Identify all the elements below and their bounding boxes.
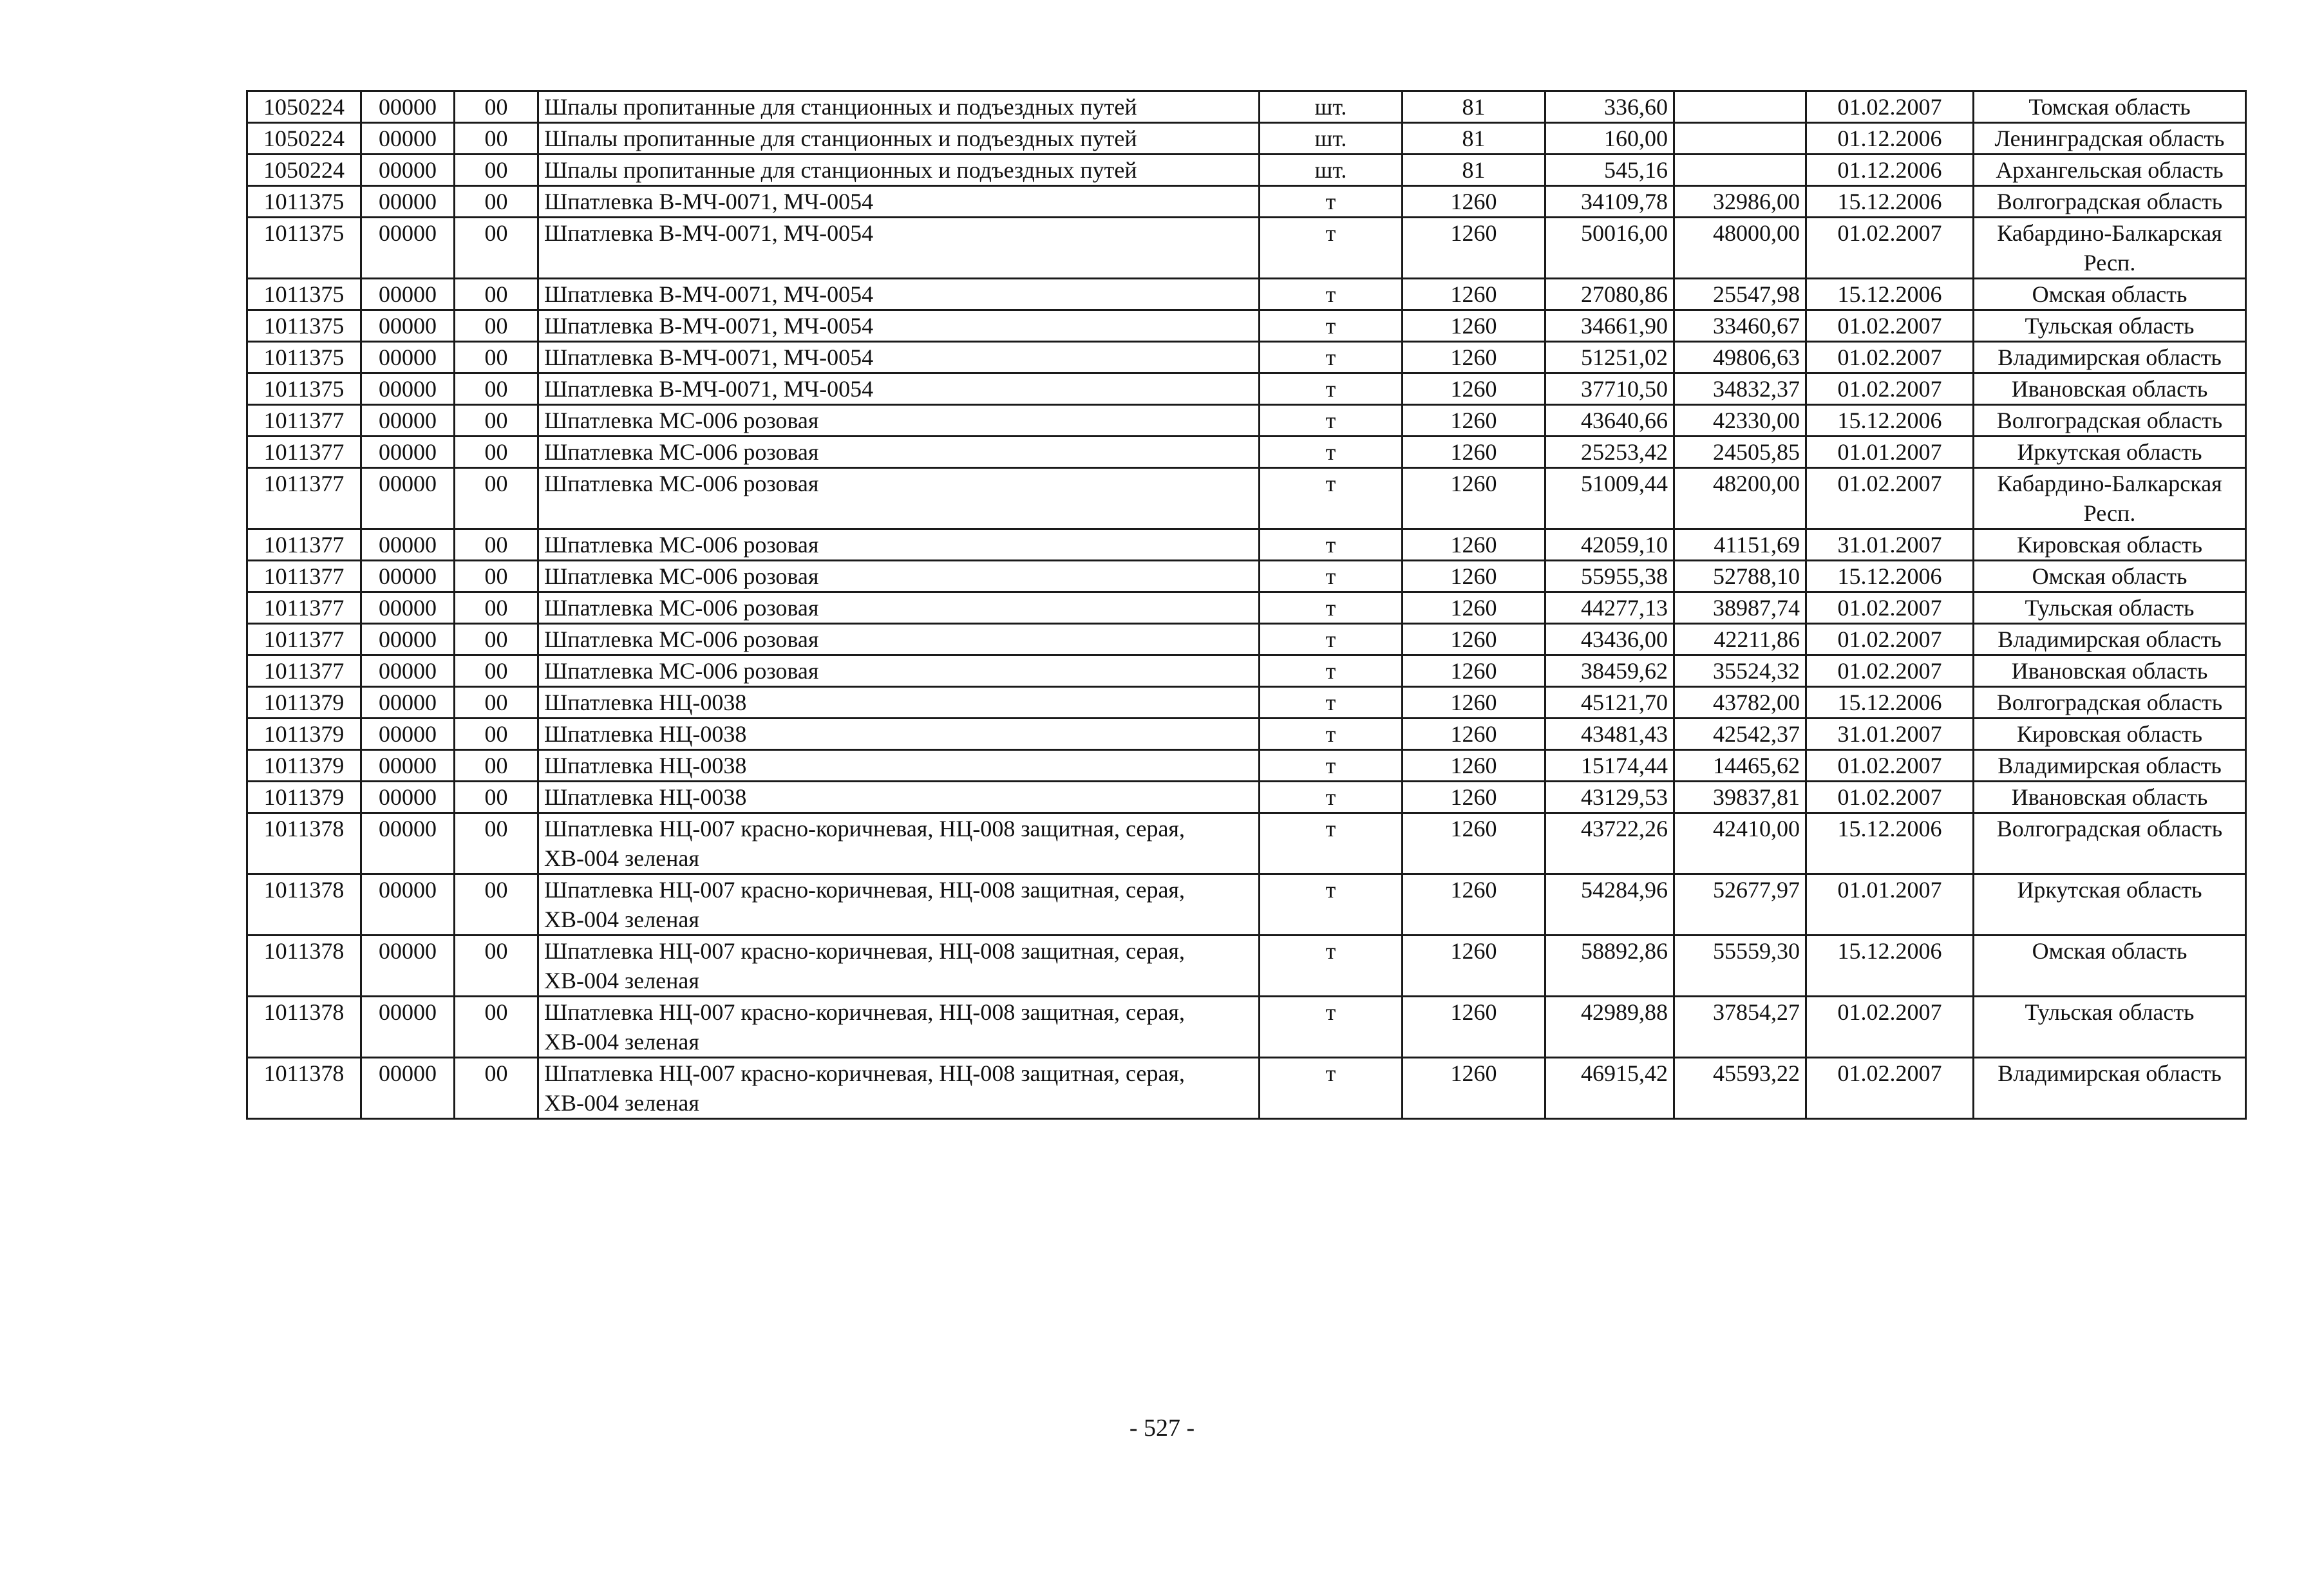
- table-row: [247, 468, 2246, 529]
- date-cell: 01.02.2007: [1806, 1058, 1974, 1119]
- price-cell: 43436,00: [1545, 624, 1674, 655]
- region-cell: Тульская область: [1974, 310, 2246, 342]
- product-name-cell: Шпатлевка МС-006 розовая: [538, 468, 1260, 529]
- product-code-cell: 1011375: [247, 310, 361, 342]
- subcode-cell: 00000: [361, 218, 455, 279]
- region-cell: Архангельская область: [1974, 155, 2246, 186]
- price-cell: 38459,62: [1545, 655, 1674, 687]
- norm-cell: 1260: [1403, 405, 1545, 437]
- product-code-cell: 1011375: [247, 186, 361, 218]
- product-name-cell: Шпатлевка МС-006 розовая: [538, 561, 1260, 592]
- table-row: [247, 936, 2246, 997]
- price-excl-cell: 42410,00: [1674, 813, 1806, 874]
- price-excl-cell: [1674, 123, 1806, 155]
- product-name-cell: Шпатлевка НЦ-007 красно-коричневая, НЦ-008 защитная, серая, ХВ-004 зеленая: [538, 936, 1260, 997]
- product-name-cell: Шпатлевка НЦ-0038: [538, 687, 1260, 719]
- table-body: [247, 91, 2246, 1119]
- norm-cell: 1260: [1403, 936, 1545, 997]
- subcode-cell: 00000: [361, 750, 455, 782]
- variant-code-cell: 00: [455, 1058, 538, 1119]
- product-name-cell: Шпатлевка НЦ-007 красно-коричневая, НЦ-008 защитная, серая, ХВ-004 зеленая: [538, 1058, 1260, 1119]
- table-row: [247, 186, 2246, 218]
- product-name-cell: Шпалы пропитанные для станционных и подъездных путей: [538, 123, 1260, 155]
- product-name-cell: Шпатлевка НЦ-007 красно-коричневая, НЦ-008 защитная, серая, ХВ-004 зеленая: [538, 813, 1260, 874]
- date-cell: 15.12.2006: [1806, 279, 1974, 310]
- table-row: [247, 874, 2246, 936]
- table-row: [247, 592, 2246, 624]
- price-cell: 25253,42: [1545, 437, 1674, 468]
- region-cell: Волгоградская область: [1974, 687, 2246, 719]
- subcode-cell: 00000: [361, 310, 455, 342]
- table-row: [247, 437, 2246, 468]
- unit-cell: т: [1260, 1058, 1403, 1119]
- product-name-cell: Шпатлевка НЦ-007 красно-коричневая, НЦ-008 защитная, серая, ХВ-004 зеленая: [538, 874, 1260, 936]
- product-code-cell: 1011377: [247, 624, 361, 655]
- norm-cell: 1260: [1403, 624, 1545, 655]
- norm-cell: 1260: [1403, 373, 1545, 405]
- price-cell: 55955,38: [1545, 561, 1674, 592]
- unit-cell: т: [1260, 529, 1403, 561]
- product-name-cell: Шпалы пропитанные для станционных и подъездных путей: [538, 91, 1260, 123]
- table-row: [247, 782, 2246, 813]
- table-row: [247, 1058, 2246, 1119]
- unit-cell: т: [1260, 561, 1403, 592]
- variant-code-cell: 00: [455, 719, 538, 750]
- date-cell: 01.02.2007: [1806, 624, 1974, 655]
- date-cell: 01.12.2006: [1806, 155, 1974, 186]
- region-cell: Владимирская область: [1974, 624, 2246, 655]
- date-cell: 15.12.2006: [1806, 186, 1974, 218]
- table-row: [247, 405, 2246, 437]
- norm-cell: 1260: [1403, 310, 1545, 342]
- subcode-cell: 00000: [361, 655, 455, 687]
- table-row: [247, 91, 2246, 123]
- table-row: [247, 655, 2246, 687]
- price-excl-cell: 48000,00: [1674, 218, 1806, 279]
- unit-cell: т: [1260, 997, 1403, 1058]
- product-code-cell: 1011377: [247, 529, 361, 561]
- unit-cell: т: [1260, 719, 1403, 750]
- variant-code-cell: 00: [455, 155, 538, 186]
- region-cell: Тульская область: [1974, 997, 2246, 1058]
- price-cell: 15174,44: [1545, 750, 1674, 782]
- product-code-cell: 1011377: [247, 655, 361, 687]
- unit-cell: т: [1260, 813, 1403, 874]
- subcode-cell: 00000: [361, 342, 455, 373]
- table-row: [247, 813, 2246, 874]
- date-cell: 01.02.2007: [1806, 997, 1974, 1058]
- table-row: [247, 561, 2246, 592]
- subcode-cell: 00000: [361, 91, 455, 123]
- price-cell: 51009,44: [1545, 468, 1674, 529]
- unit-cell: шт.: [1260, 155, 1403, 186]
- table-row: [247, 310, 2246, 342]
- subcode-cell: 00000: [361, 624, 455, 655]
- product-name-cell: Шпатлевка МС-006 розовая: [538, 405, 1260, 437]
- product-name-cell: Шпатлевка В-МЧ-0071, МЧ-0054: [538, 342, 1260, 373]
- region-cell: Тульская область: [1974, 592, 2246, 624]
- region-cell: Иркутская область: [1974, 874, 2246, 936]
- unit-cell: т: [1260, 468, 1403, 529]
- price-excl-cell: 52788,10: [1674, 561, 1806, 592]
- price-cell: 44277,13: [1545, 592, 1674, 624]
- unit-cell: т: [1260, 279, 1403, 310]
- price-cell: 160,00: [1545, 123, 1674, 155]
- date-cell: 15.12.2006: [1806, 936, 1974, 997]
- variant-code-cell: 00: [455, 405, 538, 437]
- subcode-cell: 00000: [361, 687, 455, 719]
- variant-code-cell: 00: [455, 373, 538, 405]
- unit-cell: т: [1260, 186, 1403, 218]
- product-name-cell: Шпалы пропитанные для станционных и подъездных путей: [538, 155, 1260, 186]
- region-cell: Омская область: [1974, 561, 2246, 592]
- price-cell: 43129,53: [1545, 782, 1674, 813]
- unit-cell: т: [1260, 405, 1403, 437]
- region-cell: Владимирская область: [1974, 342, 2246, 373]
- price-cell: 43640,66: [1545, 405, 1674, 437]
- product-code-cell: 1011377: [247, 561, 361, 592]
- norm-cell: 1260: [1403, 592, 1545, 624]
- product-code-cell: 1011377: [247, 592, 361, 624]
- date-cell: 15.12.2006: [1806, 813, 1974, 874]
- date-cell: 01.02.2007: [1806, 91, 1974, 123]
- table-row: [247, 529, 2246, 561]
- region-cell: Волгоградская область: [1974, 186, 2246, 218]
- document-page: [246, 90, 2245, 1120]
- subcode-cell: 00000: [361, 782, 455, 813]
- price-excl-cell: [1674, 91, 1806, 123]
- norm-cell: 1260: [1403, 874, 1545, 936]
- table-row: [247, 342, 2246, 373]
- variant-code-cell: 00: [455, 592, 538, 624]
- date-cell: 01.01.2007: [1806, 874, 1974, 936]
- variant-code-cell: 00: [455, 91, 538, 123]
- norm-cell: 1260: [1403, 437, 1545, 468]
- product-name-cell: Шпатлевка МС-006 розовая: [538, 437, 1260, 468]
- price-excl-cell: [1674, 155, 1806, 186]
- region-cell: Кировская область: [1974, 719, 2246, 750]
- price-excl-cell: 42211,86: [1674, 624, 1806, 655]
- price-excl-cell: 35524,32: [1674, 655, 1806, 687]
- variant-code-cell: 00: [455, 750, 538, 782]
- variant-code-cell: 00: [455, 561, 538, 592]
- product-name-cell: Шпатлевка В-МЧ-0071, МЧ-0054: [538, 310, 1260, 342]
- date-cell: 01.02.2007: [1806, 373, 1974, 405]
- region-cell: Ивановская область: [1974, 655, 2246, 687]
- norm-cell: 1260: [1403, 218, 1545, 279]
- product-name-cell: Шпатлевка МС-006 розовая: [538, 624, 1260, 655]
- subcode-cell: 00000: [361, 592, 455, 624]
- norm-cell: 1260: [1403, 342, 1545, 373]
- norm-cell: 1260: [1403, 997, 1545, 1058]
- table-row: [247, 997, 2246, 1058]
- price-cell: 43722,26: [1545, 813, 1674, 874]
- product-name-cell: Шпатлевка МС-006 розовая: [538, 655, 1260, 687]
- date-cell: 15.12.2006: [1806, 405, 1974, 437]
- price-cell: 27080,86: [1545, 279, 1674, 310]
- variant-code-cell: 00: [455, 186, 538, 218]
- unit-cell: т: [1260, 874, 1403, 936]
- product-name-cell: Шпатлевка В-МЧ-0071, МЧ-0054: [538, 186, 1260, 218]
- variant-code-cell: 00: [455, 655, 538, 687]
- price-cell: 50016,00: [1545, 218, 1674, 279]
- subcode-cell: 00000: [361, 437, 455, 468]
- norm-cell: 81: [1403, 91, 1545, 123]
- region-cell: Омская область: [1974, 936, 2246, 997]
- subcode-cell: 00000: [361, 468, 455, 529]
- product-code-cell: 1011378: [247, 813, 361, 874]
- variant-code-cell: 00: [455, 529, 538, 561]
- variant-code-cell: 00: [455, 218, 538, 279]
- variant-code-cell: 00: [455, 936, 538, 997]
- product-name-cell: Шпатлевка В-МЧ-0071, МЧ-0054: [538, 279, 1260, 310]
- product-code-cell: 1011375: [247, 279, 361, 310]
- price-cell: 45121,70: [1545, 687, 1674, 719]
- date-cell: 15.12.2006: [1806, 561, 1974, 592]
- price-excl-cell: 39837,81: [1674, 782, 1806, 813]
- price-cell: 54284,96: [1545, 874, 1674, 936]
- product-code-cell: 1011375: [247, 342, 361, 373]
- subcode-cell: 00000: [361, 997, 455, 1058]
- product-name-cell: Шпатлевка В-МЧ-0071, МЧ-0054: [538, 218, 1260, 279]
- unit-cell: шт.: [1260, 91, 1403, 123]
- region-cell: Ивановская область: [1974, 782, 2246, 813]
- variant-code-cell: 00: [455, 813, 538, 874]
- table-row: [247, 719, 2246, 750]
- table-row: [247, 218, 2246, 279]
- variant-code-cell: 00: [455, 437, 538, 468]
- variant-code-cell: 00: [455, 624, 538, 655]
- product-code-cell: 1011378: [247, 997, 361, 1058]
- price-excl-cell: 43782,00: [1674, 687, 1806, 719]
- subcode-cell: 00000: [361, 155, 455, 186]
- price-cell: 42059,10: [1545, 529, 1674, 561]
- table-row: [247, 123, 2246, 155]
- price-excl-cell: 38987,74: [1674, 592, 1806, 624]
- norm-cell: 81: [1403, 155, 1545, 186]
- price-cell: 42989,88: [1545, 997, 1674, 1058]
- unit-cell: шт.: [1260, 123, 1403, 155]
- region-cell: Кабардино-Балкарская Респ.: [1974, 468, 2246, 529]
- product-name-cell: Шпатлевка МС-006 розовая: [538, 592, 1260, 624]
- page-number: - 527 -: [1129, 1415, 1195, 1442]
- subcode-cell: 00000: [361, 719, 455, 750]
- variant-code-cell: 00: [455, 123, 538, 155]
- norm-cell: 1260: [1403, 468, 1545, 529]
- product-code-cell: 1011379: [247, 782, 361, 813]
- subcode-cell: 00000: [361, 279, 455, 310]
- date-cell: 01.02.2007: [1806, 655, 1974, 687]
- unit-cell: т: [1260, 218, 1403, 279]
- table-row: [247, 155, 2246, 186]
- subcode-cell: 00000: [361, 561, 455, 592]
- region-cell: Волгоградская область: [1974, 813, 2246, 874]
- norm-cell: 1260: [1403, 813, 1545, 874]
- product-code-cell: 1050224: [247, 91, 361, 123]
- region-cell: Владимирская область: [1974, 1058, 2246, 1119]
- unit-cell: т: [1260, 310, 1403, 342]
- unit-cell: т: [1260, 592, 1403, 624]
- variant-code-cell: 00: [455, 310, 538, 342]
- date-cell: 01.02.2007: [1806, 468, 1974, 529]
- variant-code-cell: 00: [455, 279, 538, 310]
- norm-cell: 1260: [1403, 561, 1545, 592]
- product-name-cell: Шпатлевка НЦ-007 красно-коричневая, НЦ-008 защитная, серая, ХВ-004 зеленая: [538, 997, 1260, 1058]
- region-cell: Волгоградская область: [1974, 405, 2246, 437]
- norm-cell: 1260: [1403, 719, 1545, 750]
- price-excl-cell: 48200,00: [1674, 468, 1806, 529]
- variant-code-cell: 00: [455, 687, 538, 719]
- product-code-cell: 1011377: [247, 437, 361, 468]
- subcode-cell: 00000: [361, 123, 455, 155]
- product-code-cell: 1011379: [247, 750, 361, 782]
- price-excl-cell: 42330,00: [1674, 405, 1806, 437]
- price-excl-cell: 52677,97: [1674, 874, 1806, 936]
- date-cell: 31.01.2007: [1806, 719, 1974, 750]
- region-cell: Ленинградская область: [1974, 123, 2246, 155]
- region-cell: Кировская область: [1974, 529, 2246, 561]
- norm-cell: 1260: [1403, 529, 1545, 561]
- norm-cell: 1260: [1403, 1058, 1545, 1119]
- date-cell: 01.02.2007: [1806, 218, 1974, 279]
- price-excl-cell: 55559,30: [1674, 936, 1806, 997]
- product-code-cell: 1011379: [247, 719, 361, 750]
- price-excl-cell: 42542,37: [1674, 719, 1806, 750]
- region-cell: Кабардино-Балкарская Респ.: [1974, 218, 2246, 279]
- variant-code-cell: 00: [455, 997, 538, 1058]
- price-cell: 43481,43: [1545, 719, 1674, 750]
- product-name-cell: Шпатлевка НЦ-0038: [538, 750, 1260, 782]
- price-cell: 51251,02: [1545, 342, 1674, 373]
- product-name-cell: Шпатлевка НЦ-0038: [538, 782, 1260, 813]
- price-excl-cell: 14465,62: [1674, 750, 1806, 782]
- table-row: [247, 373, 2246, 405]
- product-code-cell: 1011375: [247, 218, 361, 279]
- price-excl-cell: 34832,37: [1674, 373, 1806, 405]
- unit-cell: т: [1260, 782, 1403, 813]
- region-cell: Ивановская область: [1974, 373, 2246, 405]
- product-code-cell: 1011378: [247, 1058, 361, 1119]
- subcode-cell: 00000: [361, 936, 455, 997]
- table-row: [247, 279, 2246, 310]
- price-excl-cell: 32986,00: [1674, 186, 1806, 218]
- product-code-cell: 1011377: [247, 468, 361, 529]
- price-excl-cell: 24505,85: [1674, 437, 1806, 468]
- unit-cell: т: [1260, 437, 1403, 468]
- variant-code-cell: 00: [455, 468, 538, 529]
- product-code-cell: 1050224: [247, 155, 361, 186]
- product-code-cell: 1050224: [247, 123, 361, 155]
- price-cell: 34109,78: [1545, 186, 1674, 218]
- region-cell: Иркутская область: [1974, 437, 2246, 468]
- variant-code-cell: 00: [455, 342, 538, 373]
- region-cell: Омская область: [1974, 279, 2246, 310]
- unit-cell: т: [1260, 373, 1403, 405]
- table-row: [247, 687, 2246, 719]
- date-cell: 01.02.2007: [1806, 750, 1974, 782]
- price-excl-cell: 41151,69: [1674, 529, 1806, 561]
- price-excl-cell: 25547,98: [1674, 279, 1806, 310]
- product-code-cell: 1011379: [247, 687, 361, 719]
- norm-cell: 1260: [1403, 655, 1545, 687]
- product-code-cell: 1011377: [247, 405, 361, 437]
- norm-cell: 1260: [1403, 750, 1545, 782]
- date-cell: 01.02.2007: [1806, 782, 1974, 813]
- unit-cell: т: [1260, 655, 1403, 687]
- subcode-cell: 00000: [361, 373, 455, 405]
- product-code-cell: 1011375: [247, 373, 361, 405]
- subcode-cell: 00000: [361, 1058, 455, 1119]
- price-cell: 545,16: [1545, 155, 1674, 186]
- norm-cell: 1260: [1403, 186, 1545, 218]
- norm-cell: 81: [1403, 123, 1545, 155]
- table-row: [247, 624, 2246, 655]
- product-code-cell: 1011378: [247, 874, 361, 936]
- date-cell: 01.12.2006: [1806, 123, 1974, 155]
- date-cell: 01.02.2007: [1806, 310, 1974, 342]
- unit-cell: т: [1260, 342, 1403, 373]
- price-cell: 34661,90: [1545, 310, 1674, 342]
- unit-cell: т: [1260, 936, 1403, 997]
- variant-code-cell: 00: [455, 874, 538, 936]
- price-excl-cell: 45593,22: [1674, 1058, 1806, 1119]
- table-row: [247, 750, 2246, 782]
- product-name-cell: Шпатлевка МС-006 розовая: [538, 529, 1260, 561]
- product-name-cell: Шпатлевка В-МЧ-0071, МЧ-0054: [538, 373, 1260, 405]
- variant-code-cell: 00: [455, 782, 538, 813]
- price-cell: 58892,86: [1545, 936, 1674, 997]
- product-code-cell: 1011378: [247, 936, 361, 997]
- region-cell: Томская область: [1974, 91, 2246, 123]
- norm-cell: 1260: [1403, 782, 1545, 813]
- price-excl-cell: 33460,67: [1674, 310, 1806, 342]
- price-cell: 46915,42: [1545, 1058, 1674, 1119]
- subcode-cell: 00000: [361, 186, 455, 218]
- price-excl-cell: 37854,27: [1674, 997, 1806, 1058]
- date-cell: 01.01.2007: [1806, 437, 1974, 468]
- price-excl-cell: 49806,63: [1674, 342, 1806, 373]
- subcode-cell: 00000: [361, 405, 455, 437]
- region-cell: Владимирская область: [1974, 750, 2246, 782]
- subcode-cell: 00000: [361, 529, 455, 561]
- norm-cell: 1260: [1403, 279, 1545, 310]
- product-name-cell: Шпатлевка НЦ-0038: [538, 719, 1260, 750]
- subcode-cell: 00000: [361, 813, 455, 874]
- date-cell: 31.01.2007: [1806, 529, 1974, 561]
- norm-cell: 1260: [1403, 687, 1545, 719]
- unit-cell: т: [1260, 687, 1403, 719]
- price-table: [246, 90, 2247, 1120]
- date-cell: 15.12.2006: [1806, 687, 1974, 719]
- price-cell: 37710,50: [1545, 373, 1674, 405]
- price-cell: 336,60: [1545, 91, 1674, 123]
- date-cell: 01.02.2007: [1806, 342, 1974, 373]
- unit-cell: т: [1260, 624, 1403, 655]
- unit-cell: т: [1260, 750, 1403, 782]
- date-cell: 01.02.2007: [1806, 592, 1974, 624]
- subcode-cell: 00000: [361, 874, 455, 936]
